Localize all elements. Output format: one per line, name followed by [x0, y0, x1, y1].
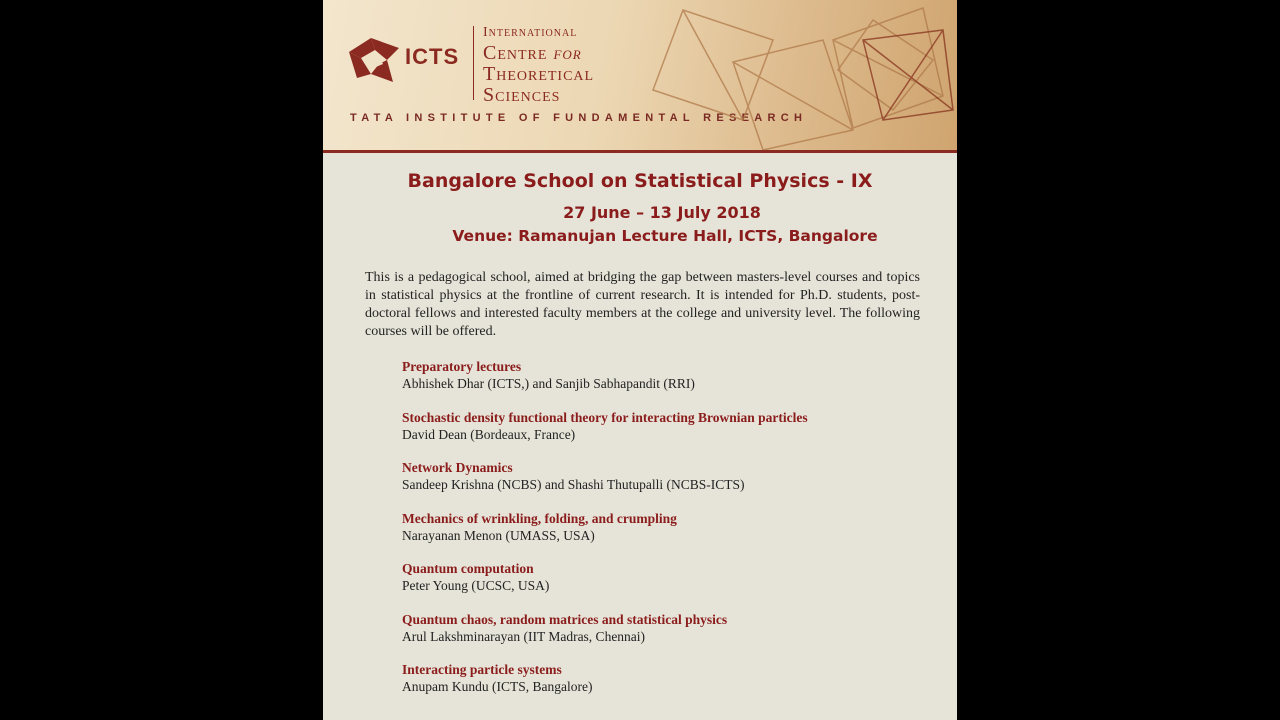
centre-line-2 — [483, 43, 594, 64]
course-item — [402, 409, 922, 460]
course-speakers: Arul Lakshminarayan (IIT Madras, Chennai) — [402, 628, 646, 644]
event-title: Bangalore School on Statistical Physics - IX — [407, 170, 873, 192]
course-title: Network Dynamics — [402, 460, 513, 475]
course-item — [402, 611, 922, 662]
poster-header — [323, 0, 957, 150]
icts-logo-icon — [349, 38, 399, 82]
institute-name: TATA INSTITUTE OF FUNDAMENTAL RESEARCH — [350, 112, 808, 124]
poster — [323, 0, 957, 720]
course-title: Quantum computation — [402, 561, 534, 576]
geometric-decoration — [623, 0, 957, 150]
course-item — [402, 661, 922, 712]
event-venue: Venue: Ramanujan Lecture Hall, ICTS, Bangalore — [452, 227, 878, 245]
course-speakers: Anupam Kundu (ICTS, Bangalore) — [402, 679, 593, 694]
for-word: for — [553, 43, 582, 63]
centre-line-1: International — [483, 25, 578, 40]
logo-divider — [473, 26, 474, 100]
course-speakers: David Dean (Bordeaux, France) — [402, 426, 576, 442]
centre-line-3: Theoretical — [483, 63, 595, 85]
course-item — [402, 510, 922, 561]
centre-name — [483, 22, 594, 106]
course-title: Mechanics of wrinkling, folding, and crumpling — [402, 510, 677, 526]
centre-line-4: Sciences — [483, 84, 561, 106]
event-dates: 27 June – 13 July 2018 — [563, 203, 761, 222]
course-title: Quantum chaos, random matrices and statistical physics — [402, 611, 728, 627]
logo-abbrev: ICTS — [405, 44, 460, 69]
course-title: Preparatory lectures — [402, 359, 522, 374]
course-title: Interacting particle systems — [402, 662, 562, 677]
course-item — [402, 560, 922, 611]
course-item — [402, 459, 922, 510]
centre-word: Centre — [483, 42, 548, 64]
header-divider — [323, 150, 957, 153]
course-speakers: Sandeep Krishna (NCBS) and Shashi Thutupalli (NCBS-ICTS) — [402, 477, 745, 492]
course-list — [402, 358, 922, 712]
intro-paragraph: This is a pedagogical school, aimed at bridging the gap between masters-level courses and topics in statistical physics at the frontline of current research. It is intended for Ph.D. students, post-doctoral fellows and interested faculty members at the college and university level. The following courses will be offered. — [365, 270, 920, 339]
course-speakers: Abhishek Dhar (ICTS,) and Sanjib Sabhapandit (RRI) — [402, 376, 695, 391]
course-title: Stochastic density functional theory for interacting Brownian particles — [402, 409, 808, 425]
course-speakers: Narayanan Menon (UMASS, USA) — [402, 527, 595, 543]
course-speakers: Peter Young (UCSC, USA) — [402, 578, 550, 593]
course-item — [402, 358, 922, 409]
